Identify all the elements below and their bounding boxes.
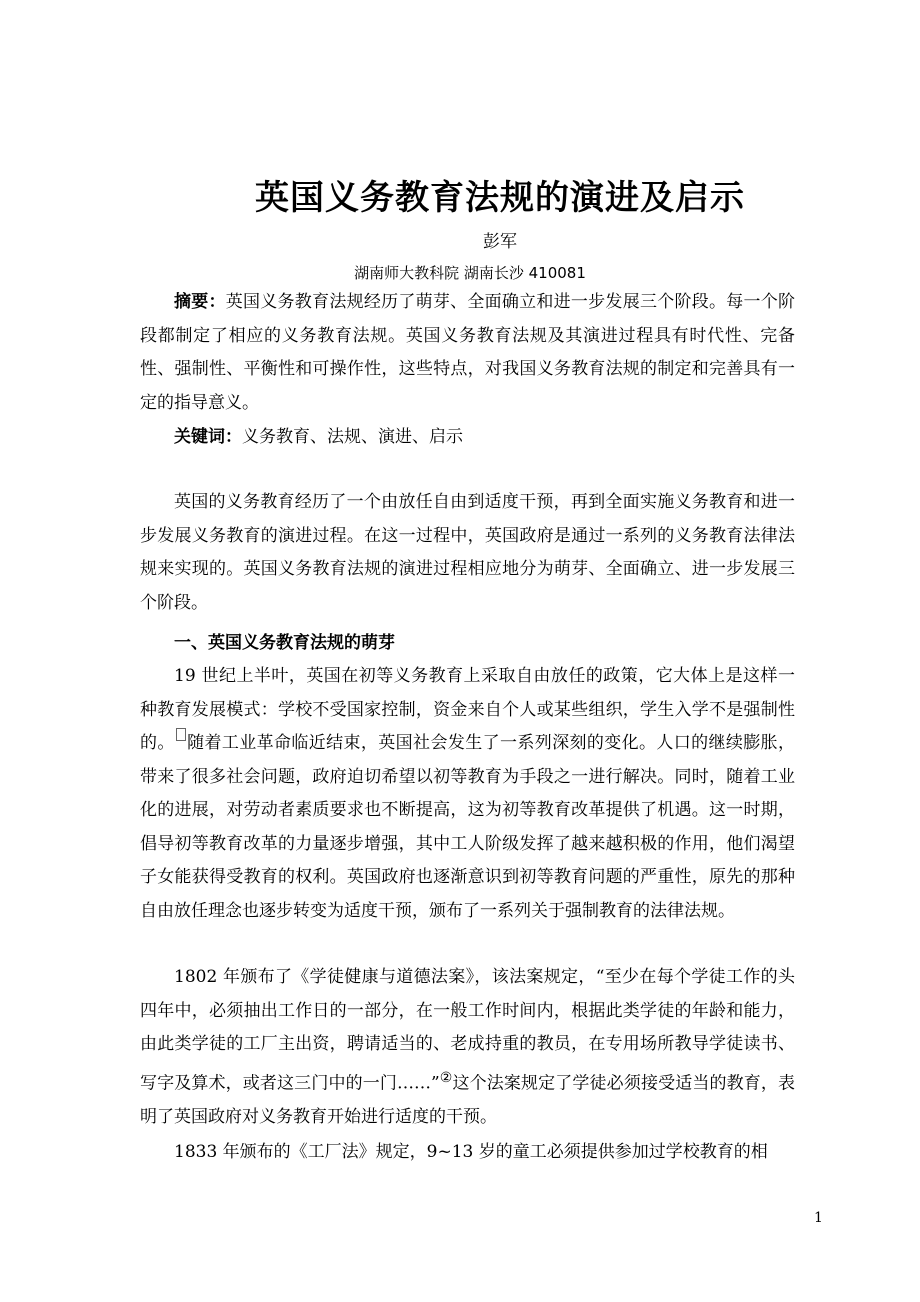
keywords-label: 关键词： <box>174 427 242 447</box>
section1-para2-text-a: 1802 年颁布了《学徒健康与道德法案》，该法案规定，“至少在每个学徒工作的头四年中，必须抽出工作日的一部分，在一般工作时间内，根据此类学徒的年龄和能力，由此类学徒的工厂主出资，聘请适当的、老成持重的教员，在专用场所教导学徒读书、写字及算术，或者这三门中的一门……” <box>140 967 795 1094</box>
keywords-paragraph <box>140 421 795 455</box>
abstract-paragraph <box>140 286 795 420</box>
section-heading-1: 一、英国义务教育法规的萌芽 <box>174 633 395 653</box>
paper-title: 英国义务教育法规的演进及启示 <box>255 178 745 218</box>
author-name: 彭军 <box>483 232 517 252</box>
section1-para2-text-b: 这个法案规定了学徒必须接受适当的教育，表明了英国政府对义务教育开始进行适度的干预。 <box>140 1073 795 1127</box>
footnote-marker-icon <box>176 728 186 741</box>
footnote-reference: ② <box>439 1069 453 1086</box>
keywords-text: 义务教育、法规、演进、启示 <box>242 427 463 447</box>
author-affiliation: 湖南师大教科院 湖南长沙 410081 <box>354 264 586 282</box>
section1-paragraph-2 <box>140 961 795 1134</box>
page-number: 1 <box>814 1210 823 1226</box>
abstract-text: 英国义务教育法规经历了萌芽、全面确立和进一步发展三个阶段。每一个阶段都制定了相应的义务教育法规。英国义务教育法规及其演进过程具有时代性、完备性、强制性、平衡性和可操作性，这些特点，对我国义务教育法规的制定和完善具有一定的指导意义。 <box>140 292 796 413</box>
section1-paragraph-3: 1833 年颁布的《工厂法》规定，9~13 岁的童工必须提供参加过学校教育的相 <box>174 1142 768 1162</box>
intro-paragraph: 英国的义务教育经历了一个由放任自由到适度干预，再到全面实施义务教育和进一步发展义务教育的演进过程。在这一过程中，英国政府是通过一系列的义务教育法律法规来实现的。英国义务教育法规的演进过程相应地分为萌芽、全面确立、进一步发展三个阶段。 <box>140 492 795 613</box>
section1-paragraph-1 <box>140 660 795 928</box>
section1-para1-text-b: 随着工业革命临近结束，英国社会发生了一系列深刻的变化。人口的继续膨胀，带来了很多社会问题，政府迫切希望以初等教育为手段之一进行解决。同时，随着工业化的进展，对劳动者素质要求也不断提高，这为初等教育改革提供了机遇。这一时期，倡导初等教育改革的力量逐步增强，其中工人阶级发挥了越来越积极的作用，他们渴望子女能获得受教育的权利。英国政府也逐渐意识到初等教育问题的严重性，原先的那种自由放任理念也逐步转变为适度干预，颁布了一系列关于强制教育的法律法规。 <box>140 733 796 921</box>
section1-para1-text-a: 19 世纪上半叶，英国在初等义务教育上采取自由放任的政策，它大体上是这样一种教育发展模式：学校不受国家控制，资金来自个人或某些组织，学生入学不是强制性的。 <box>140 666 795 753</box>
abstract-label: 摘要： <box>174 292 226 312</box>
